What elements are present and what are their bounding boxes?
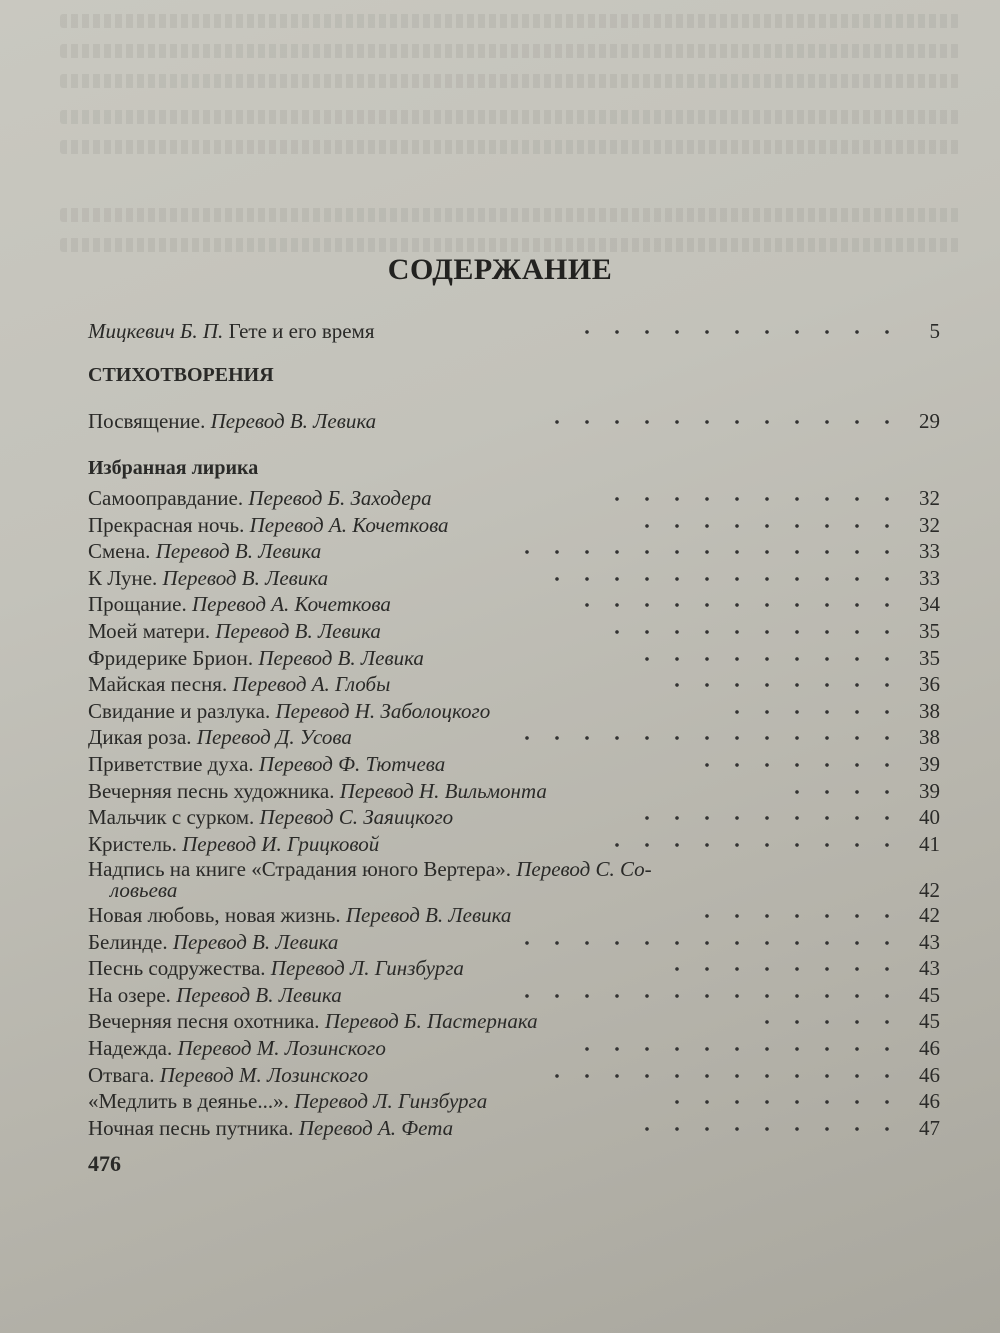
entry-title: Надпись на книге «Страдания юного Вертера».: [88, 857, 511, 881]
toc-entry: [88, 1008, 940, 1035]
toc-entry: [88, 1062, 940, 1089]
entry-title: Вечерняя песня охотника.: [88, 1009, 320, 1033]
toc-entry: [88, 724, 940, 751]
leader-dots: [532, 569, 902, 589]
section-heading-lyrics: Избранная лирика: [88, 457, 259, 479]
leader-dots: [542, 412, 902, 432]
toc-entry: [88, 618, 940, 645]
leader-dots: [742, 1012, 902, 1032]
entry-title: Майская песня.: [88, 672, 228, 696]
leader-dots: [632, 649, 902, 669]
entry-translator: Перевод В. Левика: [215, 619, 381, 643]
page-ref: 47: [919, 1116, 940, 1140]
show-through-text: [60, 238, 960, 252]
entry-translator: Перевод А. Фета: [298, 1116, 454, 1140]
entry-title: Отвага.: [88, 1063, 155, 1087]
toc-entry-intro: [88, 318, 940, 345]
entry-title: Кристель.: [88, 832, 177, 856]
leader-dots: [712, 702, 902, 722]
entry-title: Вечерняя песнь художника.: [88, 779, 335, 803]
page-ref: 39: [919, 752, 940, 776]
show-through-text: [60, 14, 960, 28]
toc-entry: [88, 698, 940, 725]
toc-entry: [88, 778, 940, 805]
entry-translator: Перевод Б. Заходера: [248, 486, 432, 510]
toc-entry: [88, 902, 940, 929]
entry-title: Дикая роза.: [88, 725, 192, 749]
entry-translator: Перевод С. Со-: [516, 857, 652, 881]
entry-title: Посвящение.: [88, 409, 206, 433]
page-ref: 39: [919, 779, 940, 803]
entry-title: К Луне.: [88, 566, 158, 590]
intro-author: Мицкевич Б. П.: [88, 319, 224, 343]
toc-entry: [88, 538, 940, 565]
leader-dots: [632, 1119, 902, 1139]
entry-translator: Перевод Л. Гинзбурга: [270, 956, 464, 980]
toc-entry: [88, 751, 940, 778]
leader-dots: [772, 782, 902, 802]
entry-translator: Перевод В. Левика: [155, 539, 322, 563]
entry-title: Прощание.: [88, 592, 187, 616]
show-through-text: [60, 74, 960, 88]
leader-dots: [522, 728, 902, 748]
show-through-text: [60, 140, 960, 154]
page-ref: 45: [919, 1009, 940, 1033]
show-through-text: [60, 208, 960, 222]
leader-dots: [612, 489, 902, 509]
section-heading-poems: СТИХОТВОРЕНИЯ: [88, 364, 274, 386]
entry-translator: Перевод Б. Пастернака: [324, 1009, 538, 1033]
leader-dots: [662, 959, 902, 979]
entry-title: Песнь содружества.: [88, 956, 266, 980]
entry-translator: Перевод В. Левика: [258, 646, 424, 670]
entry-translator: Перевод В. Левика: [176, 983, 342, 1007]
leader-dots: [572, 1039, 902, 1059]
entry-translator: Перевод В. Левика: [210, 409, 377, 433]
page-ref: 38: [919, 699, 940, 723]
page-ref: 41: [919, 832, 940, 856]
show-through-text: [60, 110, 960, 124]
entry-title: Свидание и разлука.: [88, 699, 271, 723]
toc-entry: [88, 804, 940, 831]
entry-translator: Перевод В. Левика: [345, 903, 512, 927]
toc-entry: [88, 645, 940, 672]
leader-dots: [682, 755, 902, 775]
entry-title: Смена.: [88, 539, 151, 563]
toc-entry: [88, 565, 940, 592]
page-ref: 32: [919, 513, 940, 537]
entry-title: Фридерике Брион.: [88, 646, 254, 670]
leader-dots: [652, 1092, 902, 1112]
entry-translator: Перевод А. Глобы: [232, 672, 391, 696]
entry-translator: Перевод Л. Гинзбурга: [294, 1089, 488, 1113]
page-ref: 33: [919, 566, 940, 590]
page-ref: 42: [919, 878, 940, 902]
page-ref: 32: [919, 486, 940, 510]
toc-entry: [88, 982, 940, 1009]
page-ref: 38: [919, 725, 940, 749]
toc-entry: [88, 955, 940, 982]
entry-translator: Перевод М. Лозинского: [159, 1063, 369, 1087]
page-ref: 33: [919, 539, 940, 563]
toc-entry: [88, 1115, 940, 1142]
toc-entry-dedication: [88, 408, 940, 435]
entry-translator: Перевод Н. Заболоцкого: [275, 699, 491, 723]
leader-dots: [522, 542, 902, 562]
entry-title: Самооправдание.: [88, 486, 244, 510]
entry-title: Новая любовь, новая жизнь.: [88, 903, 341, 927]
entry-title: Белинде.: [88, 930, 168, 954]
entry-translator-cont: ловьева: [110, 878, 178, 902]
page-ref: 46: [919, 1036, 940, 1060]
page-ref: 36: [919, 672, 940, 696]
entry-translator: Перевод М. Лозинского: [177, 1036, 386, 1060]
toc-entry: [88, 591, 940, 618]
toc-entry: [88, 512, 940, 539]
entry-translator: Перевод С. Заяицкого: [259, 805, 454, 829]
entry-translator: Перевод А. Кочеткова: [191, 592, 391, 616]
entry-translator: Перевод В. Левика: [162, 566, 329, 590]
toc-entry: [88, 929, 940, 956]
toc-entry: [88, 671, 940, 698]
leader-dots: [602, 835, 902, 855]
leader-dots: [642, 516, 902, 536]
toc-entry-long-line2: [88, 877, 940, 904]
leader-dots: [542, 1066, 902, 1086]
page-number: 476: [88, 1151, 121, 1176]
entry-translator: Перевод А. Кочеткова: [249, 513, 449, 537]
entry-title: Ночная песнь путника.: [88, 1116, 294, 1140]
entry-title: На озере.: [88, 983, 171, 1007]
entry-translator: Перевод Н. Вильмонта: [339, 779, 547, 803]
page-ref: 40: [919, 805, 940, 829]
leader-dots: [572, 322, 902, 342]
show-through-text: [60, 44, 960, 58]
entry-title: Надежда.: [88, 1036, 173, 1060]
page-ref: 43: [919, 956, 940, 980]
entry-translator: Перевод В. Левика: [172, 930, 339, 954]
page-ref: 46: [919, 1063, 940, 1087]
page-ref: 46: [919, 1089, 940, 1113]
entry-title: Моей матери.: [88, 619, 211, 643]
entry-title: Прекрасная ночь.: [88, 513, 245, 537]
entry-translator: Перевод Д. Усова: [196, 725, 352, 749]
leader-dots: [702, 906, 902, 926]
entry-title: Приветствие духа.: [88, 752, 254, 776]
leader-dots: [602, 622, 902, 642]
page-ref: 34: [919, 592, 940, 616]
page-ref: 35: [919, 619, 940, 643]
entry-translator: Перевод Ф. Тютчева: [258, 752, 446, 776]
page-ref: 5: [929, 319, 940, 343]
page-ref: 29: [919, 409, 940, 433]
page-ref: 43: [919, 930, 940, 954]
entry-title: Мальчик с сурком.: [88, 805, 255, 829]
leader-dots: [522, 986, 902, 1006]
page-ref: 42: [919, 903, 940, 927]
toc-entry: [88, 831, 940, 858]
leader-dots: [522, 933, 902, 953]
entry-translator: Перевод И. Грицковой: [182, 832, 380, 856]
leader-dots: [572, 595, 902, 615]
intro-title: Гете и его время: [228, 319, 375, 343]
page-title: СОДЕРЖАНИЕ: [387, 253, 613, 286]
leader-dots: [642, 808, 902, 828]
toc-entry: [88, 485, 940, 512]
entry-title: «Медлить в деянье...».: [88, 1089, 289, 1113]
toc-entry: [88, 1035, 940, 1062]
page-ref: 45: [919, 983, 940, 1007]
toc-entry: [88, 1088, 940, 1115]
leader-dots: [652, 675, 902, 695]
page-ref: 35: [919, 646, 940, 670]
